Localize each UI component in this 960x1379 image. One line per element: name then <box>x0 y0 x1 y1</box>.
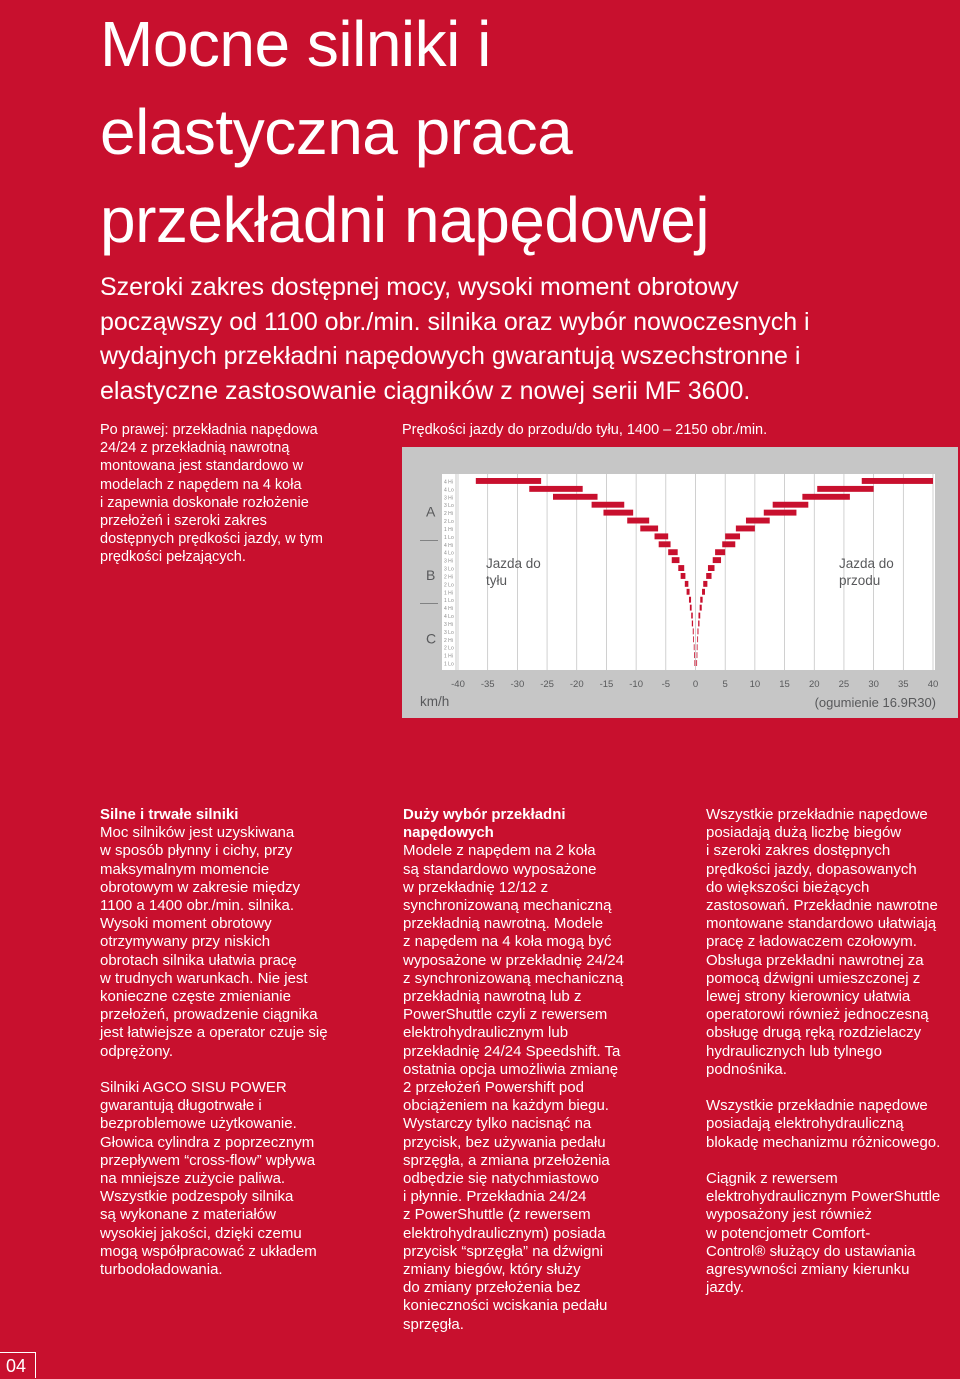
paragraph-line: posiadają dużą liczbę biegów <box>706 824 902 842</box>
x-tick-label: -20 <box>569 679 584 690</box>
title-line: Mocne silniki i <box>100 8 491 80</box>
forward-label-line: Jazda do <box>839 556 894 571</box>
reverse-speed-bar <box>655 533 669 539</box>
paragraph-line: pomocą dźwigni umieszczonej z <box>706 969 921 987</box>
range-label: C <box>426 630 437 647</box>
gear-label: 1 Lo <box>444 661 454 668</box>
reverse-speed-bar <box>681 573 686 579</box>
paragraph-line: pracę z ładowaczem czołowym. <box>706 933 917 951</box>
x-tick-label: 25 <box>838 679 850 690</box>
reverse-speed-bar <box>668 549 678 555</box>
paragraph-heading: Silne i trwałe silniki <box>100 806 239 823</box>
reverse-speed-bar <box>640 526 658 532</box>
paragraph-line: synchronizowaną mechaniczną <box>403 897 612 915</box>
reverse-speed-bar <box>692 621 693 627</box>
reverse-speed-bar <box>529 486 582 492</box>
paragraph-line: konieczne częste zmienianie <box>100 988 291 1006</box>
gear-label: 3 Lo <box>444 629 454 636</box>
x-tick-label: 30 <box>868 679 879 690</box>
gear-label: 3 Hi <box>444 558 453 565</box>
paragraph <box>100 1079 365 1279</box>
forward-speed-bar <box>725 533 740 539</box>
gear-label: 3 Lo <box>444 503 454 510</box>
paragraph-line: przekładnią nawrotną. Modele <box>403 915 604 933</box>
reverse-speed-bar <box>627 518 649 524</box>
caption-line: prędkości pełzających. <box>100 549 246 566</box>
reverse-speed-bar <box>691 613 693 619</box>
forward-speed-bar <box>773 502 809 508</box>
gear-label: 1 Hi <box>444 526 453 533</box>
reverse-speed-bar <box>694 644 695 650</box>
paragraph-line: mogą współpracować z układem <box>100 1242 317 1260</box>
reverse-speed-bar <box>685 581 689 587</box>
paragraph-line: przełożeń, prowadzenie ciągnika <box>100 1006 318 1024</box>
gear-label: 2 Hi <box>444 637 453 644</box>
paragraph-line: turbodoładowania. <box>100 1261 223 1279</box>
gear-label: 4 Lo <box>444 487 454 494</box>
paragraph-line: Obsługa przekładni nawrotnej za <box>706 951 924 969</box>
paragraph-line: Wysoki moment obrotowy <box>100 915 272 933</box>
paragraph-line: i szeroki zakres dostępnych <box>706 842 891 860</box>
title-line: elastyczna praca <box>100 96 573 168</box>
paragraph-line: obrotowym w zakresie między <box>100 878 301 896</box>
paragraph-line: prędkości jazdy, dopasowanych <box>706 860 917 878</box>
caption-line: dostępnych prędkości jazdy, w tym <box>100 531 323 548</box>
forward-speed-bar <box>696 660 697 666</box>
tyre-note: (ogumienie 16.9R30) <box>814 695 936 710</box>
reverse-speed-bar <box>672 557 680 563</box>
forward-speed-bar <box>706 573 711 579</box>
forward-speed-bar <box>697 644 698 650</box>
x-tick-label: 35 <box>898 679 909 690</box>
caption-line: montowana jest standardowo w <box>100 458 304 475</box>
paragraph <box>403 806 668 1334</box>
range-label: A <box>426 503 436 520</box>
forward-speed-bar <box>698 621 699 627</box>
reverse-speed-bar <box>694 652 695 658</box>
paragraph-line: montowane standardowo ułatwiają <box>706 915 937 933</box>
paragraph-line: Wszystkie przekładnie napędowe <box>706 806 928 823</box>
reverse-speed-bar <box>687 589 690 595</box>
gear-label: 4 Hi <box>444 542 453 549</box>
speed-chart <box>402 447 958 718</box>
reverse-speed-bar <box>476 478 541 484</box>
gear-label: 1 Hi <box>444 653 453 660</box>
caption-line: modelach z napędem na 4 koła <box>100 476 302 493</box>
paragraph-line: odbędzie się natychmiastowo <box>403 1170 599 1188</box>
paragraph-line: przepływem “cross-flow” wpływa <box>100 1151 316 1169</box>
forward-speed-bar <box>862 478 933 484</box>
gear-label: 3 Hi <box>444 495 453 502</box>
forward-speed-bar <box>722 541 735 547</box>
paragraph-line: podnośnika. <box>706 1060 787 1078</box>
forward-speed-bar <box>700 605 702 611</box>
gear-label: 2 Lo <box>444 645 454 652</box>
paragraph-line: są wykonane z materiałów <box>100 1206 276 1224</box>
paragraph-line: do większości bieżących <box>706 878 870 896</box>
gear-label: 4 Hi <box>444 606 453 613</box>
gear-label: 3 Lo <box>444 566 454 573</box>
paragraph-line: wysokiej jakości, dzięki czemu <box>100 1224 302 1242</box>
gear-label: 2 Hi <box>444 574 453 581</box>
x-tick-label: 20 <box>808 679 820 690</box>
x-tick-label: 15 <box>779 679 790 690</box>
x-tick-label: -25 <box>540 679 554 690</box>
paragraph-line: odprężony. <box>100 1042 174 1060</box>
forward-speed-bar <box>703 581 707 587</box>
lead-paragraph <box>100 270 950 408</box>
text-column-transmissions <box>403 806 668 1352</box>
paragraph-line: zastosowań. Przekładnie nawrotne <box>706 897 938 915</box>
forward-speed-bar <box>702 589 705 595</box>
page-number: 04 <box>0 1352 36 1378</box>
range-label: B <box>426 567 436 583</box>
reverse-label-line: Jazda do <box>486 556 541 571</box>
forward-speed-bar <box>817 486 873 492</box>
gear-label: 3 Hi <box>444 621 453 628</box>
title-line: przekładni napędowej <box>100 184 710 256</box>
paragraph-line: Modele z napędem na 2 koła <box>403 842 596 860</box>
paragraph-line: blokadę mechanizmu różnicowego. <box>706 1133 941 1151</box>
page-title <box>100 0 940 264</box>
paragraph-line: jest łatwiejsze a operator czuje się <box>100 1024 328 1042</box>
gear-label: 4 Lo <box>444 614 454 620</box>
paragraph-line: Moc silników jest uzyskiwana <box>100 824 295 842</box>
paragraph-line: elektrohydraulicznym lub <box>403 1024 569 1042</box>
forward-speed-bar <box>746 518 770 524</box>
reverse-speed-bar <box>689 597 691 603</box>
paragraph-line: w trudnych warunkach. Nie jest <box>100 969 308 987</box>
paragraph-line: jazdy. <box>706 1279 745 1297</box>
paragraph-line: Głowica cylindra z poprzecznym <box>100 1133 315 1151</box>
gear-label: 1 Lo <box>444 598 454 605</box>
paragraph-line: bezproblemowe użytkowanie. <box>100 1115 297 1133</box>
paragraph <box>706 806 960 1079</box>
paragraph-line: do zmiany przełożenia bez <box>403 1279 581 1297</box>
paragraph-line: gwarantują długotrwałe i <box>100 1097 262 1115</box>
paragraph-line: sprzęgła, a zmiana przełożenia <box>403 1151 610 1169</box>
lead-line: Szeroki zakres dostępnej mocy, wysoki moment obrotowy <box>100 273 739 301</box>
paragraph-line: PowerShuttle czyli z rewersem <box>403 1006 608 1024</box>
paragraph <box>100 806 365 1061</box>
forward-speed-bar <box>700 597 702 603</box>
caption-line: Po prawej: przekładnia napędowa <box>100 422 318 438</box>
reverse-speed-bar <box>592 502 625 508</box>
reverse-speed-bar <box>678 565 684 571</box>
paragraph-line: agresywności zmiany kierunku <box>706 1261 910 1279</box>
paragraph-line: na mniejsze zużycie paliwa. <box>100 1170 286 1188</box>
forward-speed-bar <box>736 526 755 532</box>
caption-line: 24/24 z przekładnią nawrotną <box>100 440 290 457</box>
paragraph-line: Silniki AGCO SISU POWER <box>100 1079 287 1097</box>
paragraph-heading: napędowych <box>403 824 494 842</box>
reverse-speed-bar <box>690 605 692 611</box>
paragraph-line: Wystarczy tylko nacisnąć na <box>403 1115 592 1133</box>
paragraph-line: zmiany biegów, który służy <box>403 1261 581 1279</box>
paragraph-line: wyposażony jest również <box>706 1206 872 1224</box>
paragraph-line: obciążeniem na każdym biegu. <box>403 1097 609 1115</box>
paragraph-line: otrzymywany przy niskich <box>100 933 271 951</box>
paragraph-line: i płynnie. Przekładnia 24/24 <box>403 1188 587 1206</box>
paragraph-line: w przekładnię 12/12 z <box>403 878 549 896</box>
paragraph-line: lewej strony kierownicy ułatwia <box>706 988 911 1006</box>
paragraph-line: wyposażone w przekładnię 24/24 <box>403 951 624 969</box>
reverse-speed-bar <box>693 628 694 634</box>
reverse-speed-bar <box>603 510 633 516</box>
paragraph-line: hydraulicznych lub tylnego <box>706 1042 882 1060</box>
x-tick-label: -35 <box>480 679 495 690</box>
forward-speed-bar <box>764 510 797 516</box>
gear-label: 2 Lo <box>444 519 454 525</box>
gear-label: 1 Lo <box>444 534 454 541</box>
gear-label: 1 Hi <box>444 590 453 597</box>
forward-speed-bar <box>713 557 721 563</box>
paragraph-line: posiadają elektrohydrauliczną <box>706 1115 904 1133</box>
text-column-engines <box>100 806 365 1297</box>
lead-line: elastyczne zastosowanie ciągników z nowej serii MF 3600. <box>100 376 751 405</box>
paragraph-line: obrotach silnika ułatwia pracę <box>100 951 297 969</box>
paragraph-line: Ciągnik z rewersem <box>706 1170 838 1188</box>
x-axis-label: km/h <box>420 694 450 709</box>
forward-speed-bar <box>697 636 698 642</box>
paragraph-line: ostatnia opcja umożliwia zmianę <box>403 1060 619 1078</box>
paragraph-line: przycisk, bez używania pedału <box>403 1133 606 1151</box>
forward-speed-bar <box>697 652 698 658</box>
chart-title: Prędkości jazdy do przodu/do tyłu, 1400 – 2150 obr./min. <box>402 422 768 438</box>
paragraph-line: konieczności wciskania pedału <box>403 1297 608 1315</box>
paragraph-line: sprzęgła. <box>403 1315 464 1333</box>
text-column-features <box>706 806 960 1316</box>
paragraph-line: przekładnię 24/24 Speedshift. Ta <box>403 1042 621 1060</box>
x-tick-label: -5 <box>661 679 671 690</box>
x-tick-label: -10 <box>629 679 643 690</box>
forward-label-line: przodu <box>839 573 881 588</box>
x-tick-label: 10 <box>749 679 761 690</box>
reverse-speed-bar <box>694 660 695 666</box>
paragraph-heading: Duży wybór przekładni <box>403 806 566 823</box>
paragraph-line: 1100 a 1400 obr./min. silnika. <box>100 897 295 915</box>
paragraph-line: Control® służący do ustawiania <box>706 1242 916 1260</box>
chart-caption <box>100 421 370 567</box>
paragraph-line: z napędem na 4 koła mogą być <box>403 933 612 951</box>
x-tick-label: -30 <box>510 679 525 690</box>
gear-label: 2 Lo <box>444 582 454 589</box>
reverse-label-line: tyłu <box>486 573 508 588</box>
paragraph-line: w potencjometr Comfort- <box>706 1224 871 1242</box>
reverse-speed-bar <box>553 494 598 500</box>
reverse-speed-bar <box>693 636 694 642</box>
gear-label: 4 Hi <box>444 479 453 486</box>
gear-label: 2 Hi <box>444 511 453 518</box>
forward-speed-bar <box>697 628 698 634</box>
paragraph <box>706 1097 960 1152</box>
paragraph-line: Wszystkie podzespoły silnika <box>100 1188 294 1206</box>
paragraph-line: z synchronizowaną mechaniczną <box>403 969 624 987</box>
paragraph-line: z PowerShuttle (z rewersem <box>403 1206 591 1224</box>
paragraph-line: przycisk “sprzęgła” na dźwigni <box>403 1242 604 1260</box>
x-tick-label: 40 <box>927 679 939 690</box>
paragraph-line: operatorowi również jednoczesną <box>706 1006 929 1024</box>
paragraph <box>706 1170 960 1297</box>
x-tick-label: -15 <box>599 679 614 690</box>
reverse-speed-bar <box>659 541 671 547</box>
speed-chart-svg <box>402 447 958 718</box>
plot-area <box>442 474 935 670</box>
forward-speed-bar <box>708 565 715 571</box>
paragraph-line: 2 przełożeń Powershift pod <box>403 1079 584 1097</box>
lead-line: począwszy od 1100 obr./min. silnika oraz wybór nowoczesnych i <box>100 307 810 336</box>
paragraph-line: przekładnią nawrotną lub z <box>403 988 582 1006</box>
x-tick-label: 0 <box>692 679 699 690</box>
paragraph-line: w sposób płynny i cichy, przy <box>100 842 293 860</box>
paragraph-line: obsługę drugą ręką rozdzielaczy <box>706 1024 922 1042</box>
x-tick-label: -40 <box>451 679 465 690</box>
forward-speed-bar <box>715 549 725 555</box>
x-tick-label: 5 <box>722 679 728 690</box>
paragraph-line: elektrohydraulicznym) posiada <box>403 1224 606 1242</box>
paragraph-line: są standardowo wyposażone <box>403 860 597 878</box>
caption-line: przełożeń i szeroki zakres <box>100 513 267 530</box>
paragraph-line: maksymalnym momencie <box>100 860 270 878</box>
lead-line: wydajnych przekładni napędowych gwarantują wszechstronne i <box>100 342 801 370</box>
gear-label: 4 Lo <box>444 550 454 557</box>
paragraph-line: Wszystkie przekładnie napędowe <box>706 1097 928 1115</box>
forward-speed-bar <box>802 494 850 500</box>
forward-speed-bar <box>698 613 700 619</box>
caption-line: i zapewnia doskonałe rozłożenie <box>100 494 309 511</box>
paragraph-line: elektrohydraulicznym PowerShuttle <box>706 1188 941 1206</box>
